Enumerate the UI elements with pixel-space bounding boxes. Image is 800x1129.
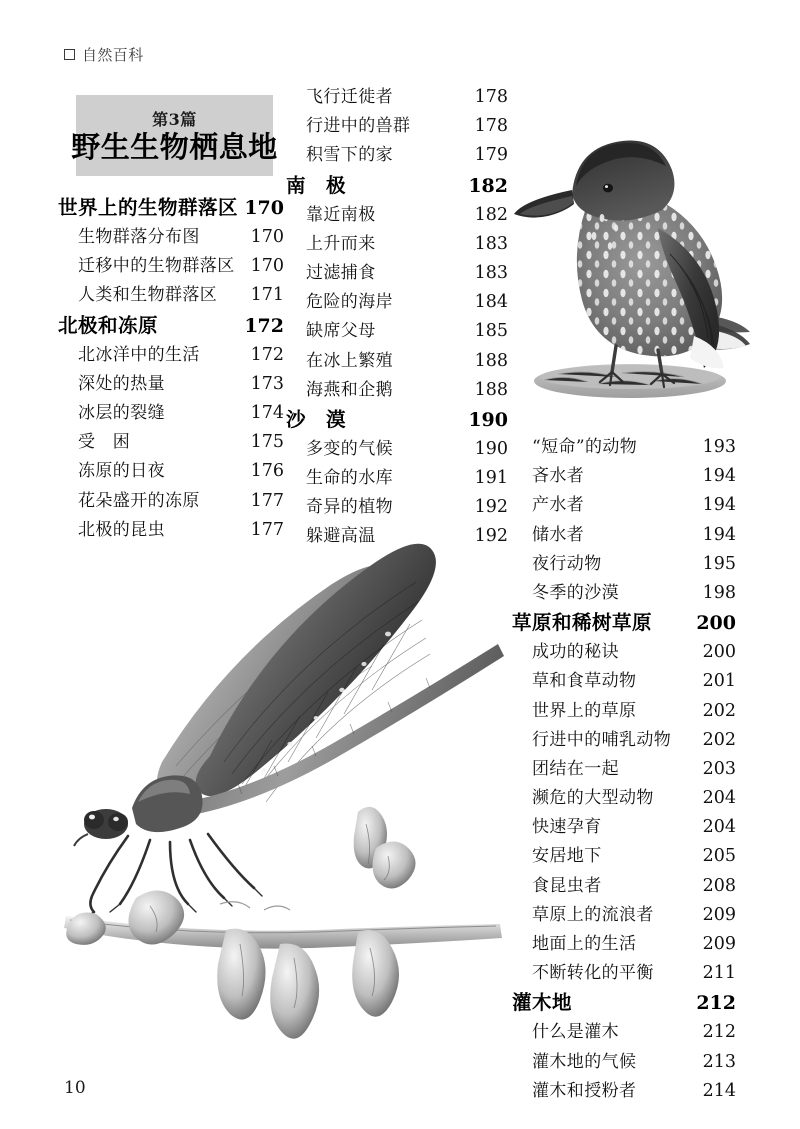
toc-entry-label: 缺席父母 [306,321,376,342]
toc-entry-label: 安居地下 [532,846,602,867]
toc-entry-page-number: 204 [702,817,736,838]
toc-entry-label: 北极的昆虫 [78,519,165,540]
toc-entry-page-number: 179 [474,145,508,166]
toc-entry-label: 草和食草动物 [532,671,637,692]
damselfly-on-twig-illustration [58,512,508,1060]
toc-entry-page-number: 194 [702,495,736,516]
toc-entry-label: 多变的气候 [306,438,393,459]
toc-entry-label: 靠近南极 [306,204,376,225]
part-title-plate [71,95,278,176]
toc-entry[interactable] [512,1047,736,1076]
toc-entry-page-number: 195 [702,553,736,574]
toc-entry[interactable] [512,900,736,929]
toc-entry[interactable] [512,725,736,754]
toc-entry-page-number: 183 [474,262,508,283]
toc-entry[interactable] [512,607,736,637]
toc-entry[interactable] [512,549,736,578]
toc-entry[interactable] [512,520,736,549]
toc-entry-page-number: 201 [702,671,736,692]
toc-entry-label: 食昆虫者 [532,875,602,896]
toc-entry-page-number: 183 [474,233,508,254]
toc-entry-label: 在冰上繁殖 [306,350,393,371]
toc-entry-page-number: 176 [250,461,284,482]
toc-entry-page-number: 172 [244,314,284,337]
toc-entry-page-number: 193 [702,437,736,457]
toc-entry-label: 世界上的生物群落区 [58,196,239,219]
toc-entry-page-number: 178 [474,87,508,107]
toc-entry[interactable] [58,427,284,456]
toc-entry-page-number: 202 [702,700,736,721]
toc-entry-label: 深处的热量 [78,373,165,394]
toc-entry-page-number: 202 [702,729,736,750]
toc-entry-label: 积雪下的家 [306,145,393,166]
toc-entry[interactable] [512,490,736,519]
running-header-title: 自然百科 [82,46,144,64]
toc-entry-label: 冬季的沙漠 [532,582,619,603]
toc-entry[interactable] [512,1076,736,1105]
toc-entry-label: 人类和生物群落区 [78,285,218,306]
toc-entry[interactable] [512,461,736,490]
toc-entry-page-number: 203 [702,758,736,779]
toc-entry-label: 储水者 [532,524,585,545]
toc-entry-label: 灌木地的气候 [532,1051,637,1072]
toc-entry-label: 世界上的草原 [532,700,637,721]
toc-entry[interactable] [512,637,736,666]
toc-entry-label: 濒危的大型动物 [532,788,654,809]
toc-entry[interactable] [512,958,736,987]
toc-entry[interactable] [512,696,736,725]
toc-entry-label: 海燕和企鹅 [306,379,393,400]
toc-entry-page-number: 170 [244,197,284,219]
toc-entry[interactable] [286,258,508,287]
toc-entry-label: 沙 漠 [286,407,347,431]
toc-entry-page-number: 190 [474,438,508,459]
toc-entry[interactable] [286,200,508,229]
toc-entry-label: 北冰洋中的生活 [78,344,200,365]
toc-entry[interactable] [512,812,736,841]
toc-entry-page-number: 188 [474,350,508,371]
toc-entry-label: 生物群落分布图 [78,227,200,247]
toc-entry[interactable] [58,398,284,427]
toc-entry[interactable] [58,222,284,251]
toc-entry[interactable] [512,754,736,783]
toc-entry-label: 灌木和授粉者 [532,1080,637,1101]
toc-entry-page-number: 192 [474,526,508,547]
toc-entry-page-number: 170 [250,256,284,277]
toc-entry-label: 什么是灌木 [532,1022,619,1043]
toc-entry-label: “短命”的动物 [532,437,638,457]
toc-entry-page-number: 212 [702,1022,736,1043]
toc-column-2 [286,82,508,551]
toc-entry[interactable] [286,404,508,434]
toc-entry[interactable] [512,841,736,870]
toc-entry[interactable] [286,140,508,169]
toc-entry[interactable] [58,192,284,222]
toc-entry-page-number: 205 [702,846,736,867]
toc-entry-page-number: 184 [474,292,508,313]
toc-entry[interactable] [286,346,508,375]
toc-entry-page-number: 177 [250,490,284,511]
toc-entry-label: 受 困 [78,432,131,453]
toc-entry-page-number: 190 [468,408,508,431]
toc-entry-label: 奇异的植物 [306,497,393,518]
toc-entry[interactable] [512,578,736,607]
toc-entry[interactable] [286,229,508,258]
toc-entry[interactable] [286,82,508,111]
toc-entry[interactable] [512,1017,736,1046]
toc-entry-page-number: 194 [702,466,736,487]
toc-entry-page-number: 182 [474,204,508,225]
toc-entry-page-number: 211 [702,963,736,984]
spotted-nutcracker-bird-illustration [498,78,754,418]
toc-entry-page-number: 174 [250,402,284,423]
part-number: 第3篇 [152,109,197,129]
toc-column-1 [58,192,284,544]
toc-entry-page-number: 175 [250,432,284,453]
toc-entry-label: 行进中的兽群 [306,116,411,137]
toc-entry-label: 冰层的裂缝 [78,402,165,423]
toc-entry-label: 飞行迁徙者 [306,87,393,107]
toc-entry-page-number: 200 [702,642,736,663]
toc-entry-label: 草原和稀树草原 [512,611,653,635]
toc-entry-page-number: 213 [702,1051,736,1072]
toc-entry-page-number: 212 [696,992,736,1015]
toc-entry-label: 躲避高温 [306,526,376,547]
toc-entry[interactable] [58,369,284,398]
toc-entry-page-number: 208 [702,875,736,896]
toc-entry-page-number: 194 [702,524,736,545]
toc-entry[interactable] [58,251,284,280]
toc-entry-label: 生命的水库 [306,468,393,489]
toc-entry[interactable] [286,287,508,316]
toc-entry-page-number: 185 [474,321,508,342]
toc-entry-label: 吝水者 [532,466,585,487]
toc-entry-page-number: 200 [696,612,736,635]
toc-entry-page-number: 191 [474,468,508,489]
toc-entry-label: 成功的秘诀 [532,642,619,663]
toc-entry-label: 灌木地 [512,991,573,1015]
toc-entry-label: 北极和冻原 [58,313,159,337]
toc-entry-label: 冻原的日夜 [78,461,165,482]
toc-entry-page-number: 214 [702,1080,736,1101]
toc-entry-label: 草原上的流浪者 [532,904,654,925]
toc-entry[interactable] [286,434,508,463]
toc-entry-page-number: 178 [474,116,508,137]
toc-entry[interactable] [286,463,508,492]
toc-entry-page-number: 182 [468,174,508,197]
toc-entry-page-number: 198 [702,582,736,603]
toc-entry-label: 南 极 [286,173,347,197]
toc-entry-label: 地面上的生活 [532,934,637,954]
toc-entry-label: 夜行动物 [532,553,602,574]
toc-entry-label: 快速孕育 [532,817,602,838]
toc-entry-label: 上升而来 [306,233,376,254]
toc-entry-page-number: 171 [250,285,284,306]
toc-entry-label: 危险的海岸 [306,292,393,313]
toc-entry-page-number: 172 [250,344,284,365]
toc-entry-page-number: 177 [250,519,284,540]
running-header [64,44,144,65]
toc-entry-label: 行进中的哺乳动物 [532,729,672,750]
toc-entry[interactable] [58,340,284,369]
toc-entry-page-number: 209 [702,934,736,954]
toc-entry[interactable] [512,666,736,695]
toc-entry[interactable] [58,280,284,309]
toc-entry-page-number: 204 [702,788,736,809]
toc-entry[interactable] [286,170,508,200]
toc-entry[interactable] [512,871,736,900]
toc-column-3 [512,432,736,1105]
toc-entry[interactable] [286,316,508,345]
page-number: 10 [64,1078,86,1098]
toc-entry[interactable] [286,111,508,140]
toc-entry-label: 花朵盛开的冻原 [78,490,200,511]
toc-entry-label: 团结在一起 [532,758,619,779]
toc-entry-label: 过滤捕食 [306,262,376,283]
toc-entry-label: 迁移中的生物群落区 [78,256,235,277]
toc-entry-page-number: 170 [250,227,284,247]
toc-entry-page-number: 188 [474,379,508,400]
toc-entry[interactable] [512,987,736,1017]
toc-entry[interactable] [512,929,736,958]
toc-entry[interactable] [512,783,736,812]
part-title: 野生生物栖息地 [71,129,278,164]
toc-entry[interactable] [286,375,508,404]
toc-entry[interactable] [58,486,284,515]
toc-entry-label: 产水者 [532,495,585,516]
toc-entry-label: 不断转化的平衡 [532,963,654,984]
toc-entry-page-number: 192 [474,497,508,518]
toc-entry[interactable] [58,310,284,340]
square-bullet-icon [64,49,75,60]
toc-entry-page-number: 209 [702,904,736,925]
toc-entry[interactable] [58,456,284,485]
toc-entry-page-number: 173 [250,373,284,394]
toc-entry[interactable] [512,432,736,461]
